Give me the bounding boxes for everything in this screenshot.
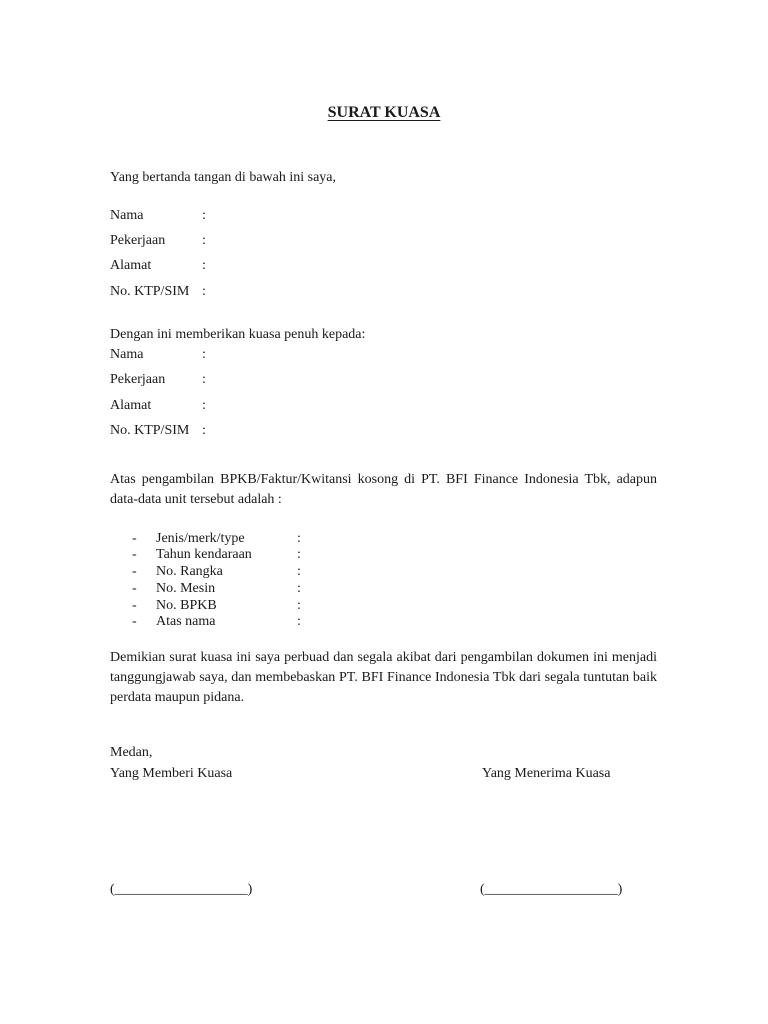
grantor-field-pekerjaan	[110, 233, 206, 249]
list-label: Tahun kendaraan	[156, 547, 252, 562]
field-colon: :	[202, 347, 206, 362]
unit-list-item	[132, 581, 301, 597]
field-colon: :	[297, 547, 301, 562]
list-label: Jenis/merk/type	[156, 531, 245, 546]
field-label: No. KTP/SIM	[110, 284, 190, 299]
unit-list-item	[132, 547, 301, 563]
signature-line-left: (___________________)	[110, 882, 253, 897]
list-label: Atas nama	[156, 614, 216, 629]
field-colon: :	[297, 614, 301, 629]
unit-list-item	[132, 598, 301, 614]
field-colon: :	[202, 372, 206, 387]
document-title: SURAT KUASA	[327, 104, 441, 121]
place-text: Medan,	[110, 745, 153, 760]
list-dash: -	[132, 531, 137, 546]
list-dash: -	[132, 598, 137, 613]
grantee-field-nama	[110, 347, 206, 363]
purpose-paragraph: Atas pengambilan BPKB/Faktur/Kwitansi kosong di PT. BFI Finance Indonesia Tbk, adapun data-data unit tersebut adalah :	[110, 472, 657, 507]
grantor-field-ktp	[110, 284, 206, 300]
grantor-field-alamat	[110, 258, 206, 274]
field-label: No. KTP/SIM	[110, 423, 190, 438]
list-dash: -	[132, 547, 137, 562]
grant-statement: Dengan ini memberikan kuasa penuh kepada:	[110, 327, 366, 342]
signer-right-label: Yang Menerima Kuasa	[482, 766, 611, 781]
list-label: No. BPKB	[156, 598, 217, 613]
unit-list-item	[132, 564, 301, 580]
field-colon: :	[202, 258, 206, 273]
list-label: No. Mesin	[156, 581, 216, 596]
list-dash: -	[132, 581, 137, 596]
field-colon: :	[202, 284, 206, 299]
list-dash: -	[132, 614, 137, 629]
grantee-field-ktp	[110, 423, 206, 439]
unit-list-item	[132, 614, 301, 630]
field-label: Nama	[110, 208, 144, 223]
field-label: Alamat	[110, 398, 152, 413]
field-colon: :	[202, 233, 206, 248]
intro-text: Yang bertanda tangan di bawah ini saya,	[110, 170, 337, 185]
field-colon: :	[202, 423, 206, 438]
field-colon: :	[202, 208, 206, 223]
grantee-field-alamat	[110, 398, 206, 414]
field-colon: :	[297, 564, 301, 579]
list-dash: -	[132, 564, 137, 579]
grantee-field-pekerjaan	[110, 372, 206, 388]
closing-paragraph: Demikian surat kuasa ini saya perbuad dan segala akibat dari pengambilan dokumen ini menjadi tanggungjawab saya, dan membebaskan PT. BFI Finance Indonesia Tbk dari segala tuntutan baik perdata maupun pidana.	[110, 650, 657, 705]
field-colon: :	[202, 398, 206, 413]
signature-line-right: (___________________)	[480, 882, 623, 897]
list-label: No. Rangka	[156, 564, 223, 579]
field-label: Pekerjaan	[110, 372, 166, 387]
unit-list-item	[132, 531, 301, 547]
field-colon: :	[297, 581, 301, 596]
field-label: Pekerjaan	[110, 233, 166, 248]
field-label: Alamat	[110, 258, 152, 273]
signer-left-label: Yang Memberi Kuasa	[110, 766, 233, 781]
field-label: Nama	[110, 347, 144, 362]
field-colon: :	[297, 598, 301, 613]
grantor-field-nama	[110, 208, 206, 224]
field-colon: :	[297, 531, 301, 546]
